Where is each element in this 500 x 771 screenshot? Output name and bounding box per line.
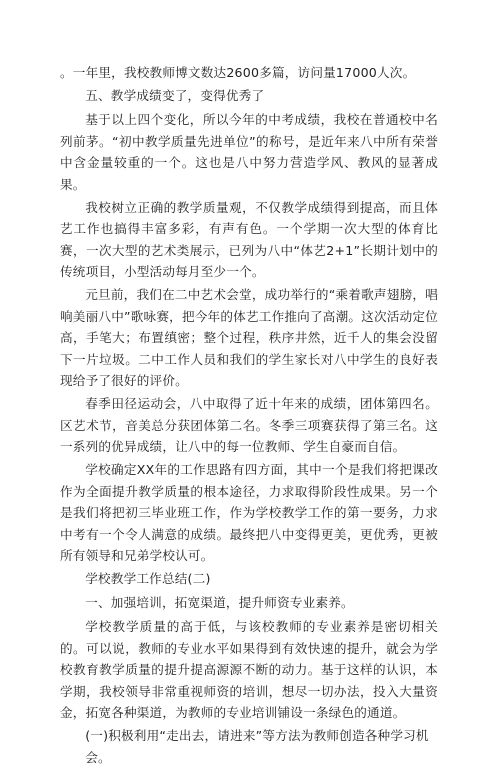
paragraph-7: 学校教学质量的高于低，与该校教师的专业素养是密切相关的。可以说，教师的专业水平如果得到有效快速的提升，就会为学校教育教学质量的提升提高源源不断的动力。基于这样的认识，本学期，我校领导非常重视师资的培训，想尽一切办法，投入大量资金，拓宽各种渠道，为教师的专业培训铺设一条绿色的通道。 <box>60 619 438 720</box>
paragraph-4: 元旦前，我们在二中艺术会堂，成功举行的“乘着歌声翅膀，唱响美丽八中”歌咏赛，把今年的体艺工作推向了高潮。这次活动定位高，手笔大；布置缜密；整个过程，秩序井然，近千人的集会没留下一片垃圾。二中工作人员和我们的学生家长对八中学生的良好表现给予了很好的评价。 <box>60 287 438 388</box>
paragraph-2: 基于以上四个变化，所以今年的中考成绩，我校在普通校中名列前茅。“初中教学质量先进单位”的称号，是近年来八中所有荣誉中含金量较重的一个。这也是八中努力营造学风、教风的显著成果。 <box>60 112 438 192</box>
paragraph-3: 我校树立正确的教学质量观，不仅教学成绩得到提高，而且体艺工作也搞得丰富多彩，有声有色。一个学期一次大型的体育比赛，一次大型的艺术类展示，已列为八中“体艺2+1”长期计划中的传统项目，小型活动每月至少一个。 <box>60 199 438 279</box>
document-body <box>60 62 438 771</box>
paragraph-6: 学校确定XX年的工作思路有四方面，其中一个是我们将把课改作为全面提升教学质量的根本途径，力求取得阶段性成果。另一个是我们将把初三毕业班工作，作为学校教学工作的第一要务，力求中考有一个令人满意的成绩。最终把八中变得更美，更优秀，更被所有领导和兄弟学校认可。 <box>60 462 438 563</box>
document-subtitle: 学校教学工作总结(二) <box>85 571 211 586</box>
paragraph-1: 。一年里，我校教师博文数达2600多篇，访问量17000人次。 <box>60 65 416 80</box>
section-heading-5: 五、教学成绩变了，变得优秀了 <box>85 88 265 103</box>
paragraph-5: 春季田径运动会，八中取得了近十年来的成绩，团体第四名。区艺术节，音美总分获团体第二名。冬季三项赛获得了第三名。这一系列的优异成绩，让八中的每一位教师、学生自豪而自信。 <box>60 396 438 454</box>
section-heading-1: 一、加强培训，拓宽渠道，提升师资专业素养。 <box>85 595 354 610</box>
subsection-heading-1: (一)积极利用“走出去，请进来”等方法为教师创造各种学习机会。 <box>85 728 429 765</box>
